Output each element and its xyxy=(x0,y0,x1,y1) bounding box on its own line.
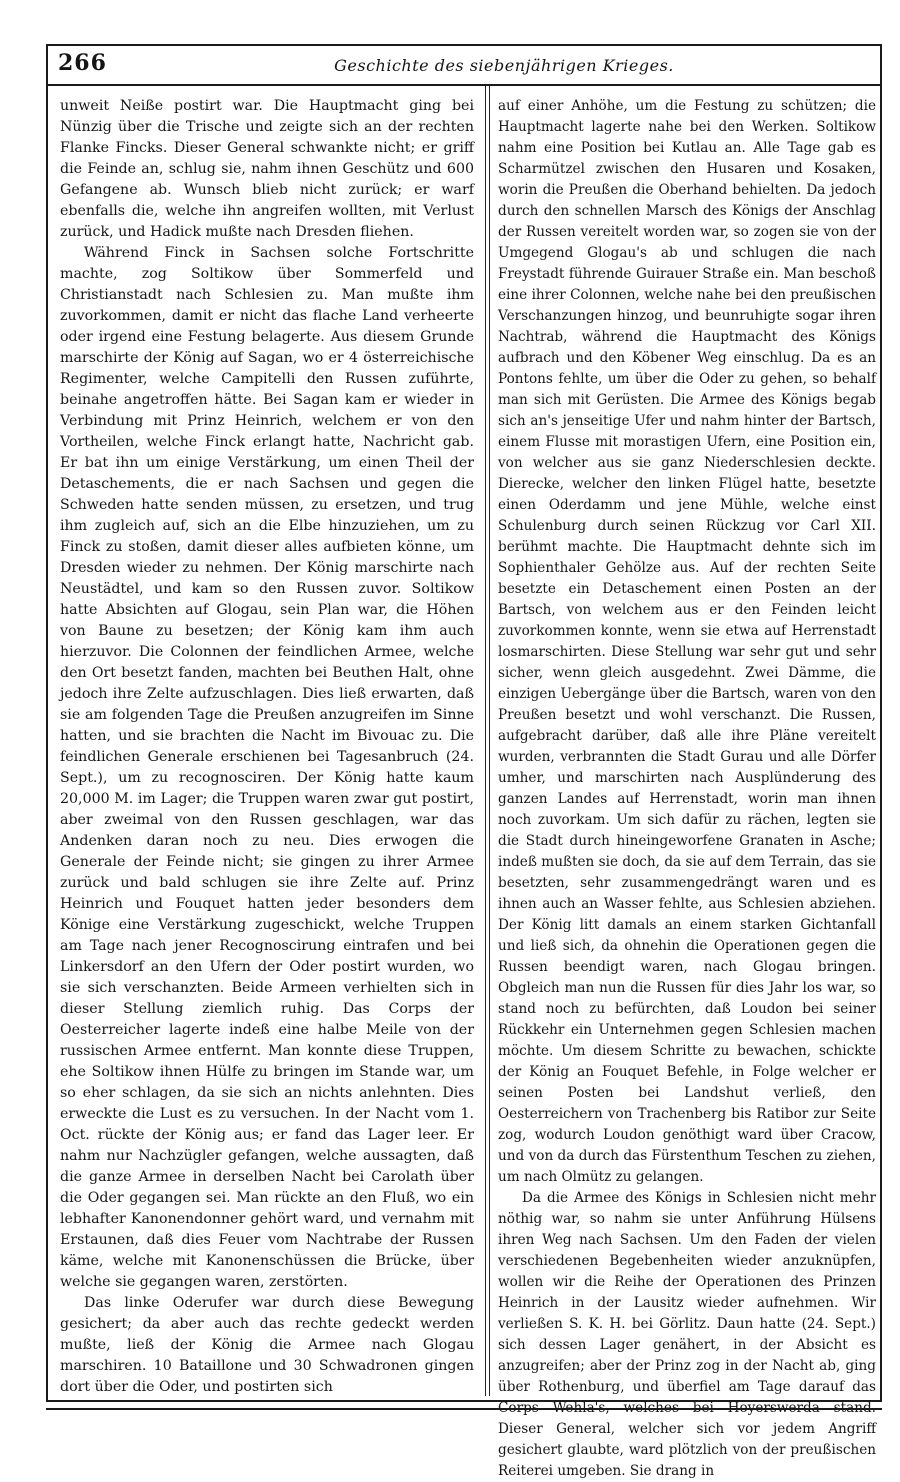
left-column xyxy=(60,96,474,1395)
page-frame xyxy=(46,44,882,1479)
bottom-rule xyxy=(46,1408,882,1410)
right-column xyxy=(498,96,876,1479)
page-number: 266 xyxy=(58,50,107,76)
paragraph: Das linke Oderufer war durch diese Bewegung gesichert; da aber auch das rechte gedeckt werden mußte, ließ der König die Armee nach Glogau marschiren. 10 Bataillone und 30 Schwadronen gingen dort über die Oder, und postirten sich xyxy=(60,1295,474,1395)
paragraph: Da die Armee des Königs in Schlesien nicht mehr nöthig war, so nahm sie unter Anführung Hülsens ihren Weg nach Sachsen. Um den Faden der vielen verschiedenen Begebenheiten wieder anzuknüpfen, wollen wir die Reihe der Operationen des Prinzen Heinrich in der Lausitz wieder aufnehmen. Wir verließen S. K. H. bei Görlitz. Daun hatte (24. Sept.) sich dessen Lager genähert, in der Absicht es anzugreifen; aber der Prinz zog in der Nacht ab, ging über Rothenburg, und überfiel am Tage darauf das Corps Wehla's, welches bei Hoyerswerda stand. Dieser General, welcher sich vor jedem Angriff gesichert glaubte, ward plötzlich von der preußischen Reiterei umgeben. Sie drang in xyxy=(498,1190,876,1479)
paragraph: auf einer Anhöhe, um die Festung zu schützen; die Hauptmacht lagerte nahe bei den Werken. Soltikow nahm eine Position bei Kutlau an. Alle Tage gab es Scharmützel zwischen den Husaren und Kosaken, worin die Preußen die Oberhand behielten. Da jedoch durch den schnellen Marsch des Königs der Anschlag der Russen vereitelt worden war, so zogen sie von der Umgegend Glogau's ab und schlugen die nach Freystadt führende Guirauer Straße ein. Man beschoß eine ihrer Colonnen, welche nahe bei den preußischen Verschanzungen hinzog, und beunruhigte sogar ihren Nachtrab, während die Hauptmacht des Königs aufbrach und den Köbener Weg einschlug. Da es an Pontons fehlte, um über die Oder zu gehen, so behalf man sich mit Gerüsten. Die Armee des Königs begab sich an's jenseitige Ufer und nahm hinter der Bartsch, einem Flusse mit morastigen Ufern, eine Position ein, von welcher aus sie ganz Niederschlesien deckte. Dierecke, welcher den linken Flügel hatte, besetzte einen Oderdamm und jene Mühle, welche einst Schulenburg durch seinen Rückzug vor Carl XII. berühmt machte. Die Hauptmacht dehnte sich im Sophienthaler Gehölze aus. Auf der rechten Seite besetzte ein Detaschement einen Posten an der Bartsch, von welchem aus er den Feinden leicht zuvorkommen konnte, wenn sie etwa auf Herrenstadt losmarschirten. Diese Stellung war sehr gut und sehr sicher, wenn gleich ausgedehnt. Zwei Dämme, die einzigen Uebergänge über die Bartsch, waren von den Preußen besetzt und wohl verschanzt. Die Russen, aufgebracht darüber, daß alle ihre Pläne vereitelt wurden, verbrannten die Stadt Gurau und alle Dörfer umher, und marschirten nach Ausplünderung des ganzen Landes auf Herrenstadt, worin man ihnen noch zuvorkam. Um sich dafür zu rächen, legten sie die Stadt durch hineingeworfene Granaten in Asche; indeß mußten sie doch, da sie auf dem Terrain, das sie besetzten, sehr zusammengedrängt waren und es ihnen auch an Wasser fehlte, aus Schlesien abziehen. Der König litt damals an einem starken Gichtanfall und ließ sich, da ohnehin die Operationen gegen die Russen beendigt waren, nach Glogau bringen. Obgleich man nun die Russen für dies Jahr los war, so stand noch zu befürchten, daß Loudon bei seiner Rückkehr ein Unternehmen gegen Schlesien machen möchte. Um diesem Schritte zu bewachen, schickte der König an Fouquet Befehle, in Folge welcher er seinen Posten bei Landshut verließ, den Oesterreichern von Trachenberg bis Ratibor zur Seite zog, wodurch Loudon genöthigt ward über Cracow, und von da durch das Fürstenthum Teschen zu ziehen, um nach Olmütz zu gelangen. xyxy=(498,98,876,1185)
paragraph: Während Finck in Sachsen solche Fortschritte machte, zog Soltikow über Sommerfeld und Christianstadt nach Schlesien zu. Man mußte ihm zuvorkommen, damit er nicht das flache Land verheerte oder irgend eine Festung belagerte. Aus diesem Grunde marschirte der König auf Sagan, wo er 4 österreichische Regimenter, welche Campitelli den Russen zuführte, beinahe angetroffen hätte. Bei Sagan kam er wieder in Verbindung mit Prinz Heinrich, welchem er von den Vortheilen, welche Finck erlangt hatte, Nachricht gab. Er bat ihn um einige Verstärkung, um einen Theil der Detaschements, die er nach Sachsen und gegen die Schweden hatte senden müssen, zu ersetzen, und trug ihm zugleich auf, sich an die Elbe hinzuziehen, um zu Finck zu stoßen, damit dieser alles aufbieten könne, um Dresden wieder zu nehmen. Der König marschirte nach Neustädtel, und kam so den Russen zuvor. Soltikow hatte Absichten auf Glogau, sein Plan war, die Höhen von Baune zu besetzen; der König kam ihm auch hierzuvor. Die Colonnen der feindlichen Armee, welche den Ort besetzt fanden, machten bei Beuthen Halt, ohne jedoch ihre Zelte aufzuschlagen. Dies ließ erwarten, daß sie am folgenden Tage die Preußen anzugreifen im Sinne hatten, und sie brachten die Nacht im Bivouac zu. Die feindlichen Generale erschienen bei Tagesanbruch (24. Sept.), um zu recognosciren. Der König hatte kaum 20,000 M. im Lager; die Truppen waren zwar gut postirt, aber zweimal von den Russen geschlagen, war das Andenken daran noch zu neu. Dies erwogen die Generale der Feinde nicht; sie gingen zu ihrer Armee zurück und bald schlugen sie ihre Zelte auf. Prinz Heinrich und Fouquet hatten jeder besonders dem Könige eine Verstärkung zugeschickt, welche Truppen am Tage nach jener Recognoscirung eintrafen und bei Linkersdorf an den Ufern der Oder postirt wurden, wo sie sich verschanzten. Beide Armeen verhielten sich in dieser Stellung ziemlich ruhig. Das Corps der Oesterreicher lagerte indeß eine halbe Meile von der russischen Armee entfernt. Man konnte diese Truppen, ehe Soltikow ihnen Hülfe zu bringen im Stande war, um so eher schlagen, da sie sich an nichts anlehnten. Dies erweckte die Lust es zu versuchen. In der Nacht vom 1. Oct. rückte der König aus; er fand das Lager leer. Er nahm nur Nachzügler gefangen, welche aussagten, daß die ganze Armee in derselben Nacht bei Carolath über die Oder gegangen sei. Man rückte an den Fluß, wo ein lebhafter Kanonendonner gehört ward, und vernahm mit Erstaunen, daß dies Feuer vom Nachtrabe der Russen käme, welche mit Kanonenschüssen die Brücke, über welche sie gegangen waren, zerstörten. xyxy=(60,245,474,1290)
running-head: Geschichte des siebenjährigen Krieges. xyxy=(334,56,674,75)
column-divider xyxy=(485,86,490,1396)
paragraph: unweit Neiße postirt war. Die Hauptmacht ging bei Nünzig über die Trische und zeigte sich an der rechten Flanke Fincks. Dieser General schwankte nicht; er griff die Feinde an, schlug sie, nahm ihnen Geschütz und 600 Gefangene ab. Wunsch blieb nicht zurück; er warf ebenfalls die, welche ihn angreifen wollten, mit Verlust zurück, und Hadick mußte nach Dresden fliehen. xyxy=(60,98,474,240)
page-header xyxy=(48,46,880,86)
